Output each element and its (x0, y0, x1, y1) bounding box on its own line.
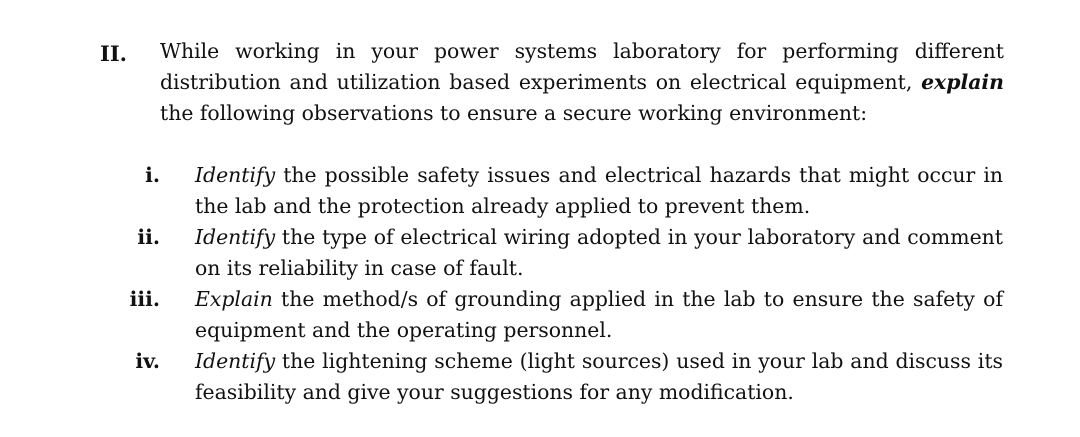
intro-text-start: While working in your power systems laboratory for performing different distribution and utilization based experiments on electrical equipment, (160, 39, 1004, 94)
section-intro (160, 36, 1004, 129)
item-text (195, 284, 1003, 346)
item-body: the lightening scheme (light sources) used in your lab and discuss its feasibility and give your suggestions for any modification. (195, 349, 1003, 404)
item-lead-word: Identify (195, 163, 276, 187)
item-number: i. (145, 163, 160, 187)
item-lead-word: Explain (195, 287, 273, 311)
item-text (195, 160, 1003, 222)
item-number: iii. (129, 287, 160, 311)
intro-text-end: the following observations to ensure a secure working environment: (160, 101, 868, 125)
item-text (195, 346, 1003, 408)
item-lead-word: Identify (195, 225, 276, 249)
item-body: the method/s of grounding applied in the lab to ensure the safety of equipment and the operating personnel. (195, 287, 1003, 342)
intro-emphasis: explain (921, 70, 1004, 94)
section-number: II. (100, 41, 127, 66)
item-number: ii. (137, 225, 160, 249)
item-number: iv. (135, 349, 160, 373)
item-body: the type of electrical wiring adopted in your laboratory and comment on its reliability in case of fault. (195, 225, 1003, 280)
item-lead-word: Identify (195, 349, 276, 373)
item-text (195, 222, 1003, 284)
item-body: the possible safety issues and electrical hazards that might occur in the lab and the protection already applied to prevent them. (195, 163, 1003, 218)
